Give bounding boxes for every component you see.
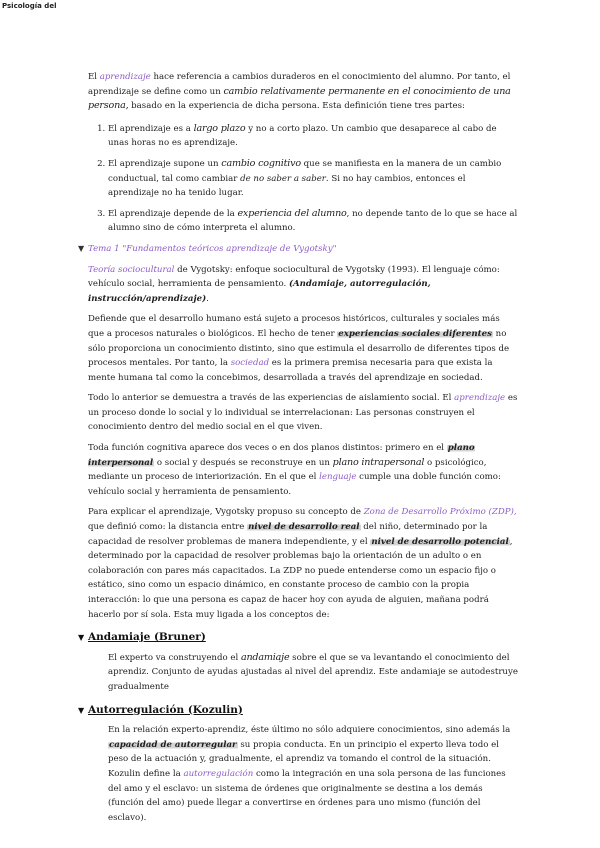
toggle-tema-1[interactable]: ▼ Tema 1 "Fundamentos teóricos aprendizaje de Vygotsky" [78,242,518,257]
term-aprendizaje: aprendizaje [99,72,151,82]
term-sociedad: sociedad [230,358,270,369]
triangle-down-icon[interactable]: ▼ [78,243,85,253]
triangle-down-icon[interactable]: ▼ [78,632,85,643]
highlight: capacidad de autorregular [109,739,237,750]
handwritten-note: experiencia del alumno [237,207,347,219]
handwritten-note: andamiaje [240,651,290,663]
handwritten-note: cambio relativamente permanente en el conocimiento de una persona, [88,85,511,112]
term-lenguaje: lenguaje [319,472,357,483]
document-header: Psicología del [2,2,57,10]
triangle-down-icon[interactable]: ▼ [78,704,85,715]
handwritten-note: largo plazo [193,122,246,134]
list-item: 1. El aprendizaje es a largo plazo y no a corto plazo. Un cambio que desaparece al cabo de unas horas no es aprendizaje. [108,122,518,151]
paragraph-autorregulacion: En la relación experto-aprendiz, éste último no sólo adquiere conocimientos, sino además la capacidad de autorregular su propia conducta. En un principio el experto lleva todo el peso de la actuación y, gradualmente, el aprendiz va tomando el control de la situación. Kozulin define la autorregulación como la integración en una sola persona de las funciones del amo y el esclavo: un sistema de órdenes que originalmente se destina a los demás (función del amo) puede llegar a convertirse en órdenes para uno mismo (función del esclavo). [108,725,511,823]
term-aprendizaje: aprendizaje [454,393,506,404]
highlight: nivel de desarrollo real [248,522,360,533]
paragraph-planos: Toda función cognitiva aparece dos veces o en dos planos distintos: primero en el plano interpersonal o social y después se reconstruye en un plano intrapersonal o psicológico, mediante un proceso de interiorización. En el que el lenguaje cumple una doble función como: vehículo social y herramienta de pensamiento. [88,443,501,497]
definition-list [88,122,518,236]
paragraph-desarrollo: Defiende que el desarrollo humano está sujeto a procesos históricos, culturales y sociales más que a procesos naturales o biológicos. El hecho de tener experiencias sociales diferentes no sólo proporciona un conocimiento distinto, sino que estimula el desarrollo de diferentes tipos de procesos mentales. Por tanto, la sociedad es la primera premisa necesaria para que exista la mente humana tal como la concebimos, desarrollada a través del aprendizaje en sociedad. [88,314,510,383]
term-teoria-sociocultural: Teoría sociocultural [88,264,175,275]
handwritten-note: plano intrapersonal [332,456,425,468]
toggle-andamiaje[interactable]: ▼ Andamiaje (Bruner) [78,631,206,644]
toggle-autorregulacion[interactable]: ▼ Autorregulación (Kozulin) [78,703,243,716]
highlight: experiencias sociales diferentes [338,328,492,339]
highlight: plano interpersonal [88,443,475,468]
term-autorregulacion: autorregulación [183,768,254,779]
highlight: nivel de desarrollo potencial [371,536,509,547]
paragraph-teoria: Teoría sociocultural de Vygotsky: enfoque sociocultural de Vygotsky (1993). El lenguaje cómo: vehículo social, herramienta de pensamiento. (Andamiaje, autorregulación, instrucción/aprendizaje). [88,264,500,304]
term-zdp: Zona de Desarrollo Próximo (ZDP), [363,507,517,518]
document-body [78,70,518,825]
paragraph-zdp: Para explicar el aprendizaje, Vygotsky propuso su concepto de Zona de Desarrollo Próximo (ZDP), que definió como: la distancia entre nivel de desarrollo real del niño, determinado por la capacidad de resolver problemas de manera independiente, y el nivel de desarrollo potencial, determinado por la capacidad de resolver problemas bajo la orientación de un adulto o en colaboración con pares más capacitados. La ZDP no puede entenderse como un espacio fijo o estático, sino como un espacio dinámico, en constante proceso de cambio con la propia interacción: lo que una persona es capaz de hacer hoy con ayuda de alguien, mañana podrá hacerlo por sí sola. Esta muy ligada a los conceptos de: [88,507,517,620]
list-item: 2. El aprendizaje supone un cambio cognitivo que se manifiesta en la manera de un cambio conductual, tal como cambiar de no saber a saber. Si no hay cambios, entonces el aprendizaje no ha tenido lugar. [108,157,518,201]
list-item: 3. El aprendizaje depende de la experiencia del alumno, no depende tanto de lo que se hace al alumno sino de cómo interpreta el alumno. [108,207,518,236]
intro-paragraph: El aprendizaje hace referencia a cambios duraderos en el conocimiento del alumno. Por tanto, el aprendizaje se define como un cambio relativamente permanente en el conocimiento de una persona, basado en la experiencia de dicha persona. Esta definición tiene tres partes: [88,72,511,112]
handwritten-note: cambio cognitivo [221,157,301,169]
paragraph-aislamiento: Todo lo anterior se demuestra a través de las experiencias de aislamiento social. El aprendizaje es un proceso donde lo social y lo individual se interrelacionan: Las personas construyen el conocimiento dentro del medio social en el que viven. [88,393,518,433]
paragraph-andamiaje: El experto va construyendo el andamiaje sobre el que se va levantando el conocimiento del aprendiz. Conjunto de ayudas ajustadas al nivel del aprendiz. Este andamiaje se autodestruye gradualmente [108,651,518,692]
